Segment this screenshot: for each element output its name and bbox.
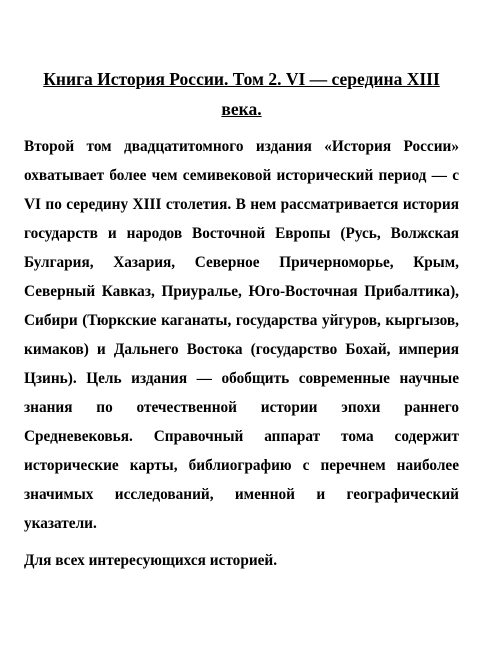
document-title: Книга История России. Том 2. VI — середина XIII века.: [43, 69, 440, 119]
description-paragraph: Второй том двадцатитомного издания «История России» охватывает более чем семивековой исторический период — с VI по середину XIII столетия. В нем рассматривается история государств и народов Восточной Европы (Русь, Волжская Булгария, Хазария, Северное Причерноморье, Крым, Северный Кавказ, Приуралье, Юго-Восточная Прибалтика), Сибири (Тюркские каганаты, государства уйгуров, кыргызов, кимаков) и Дальнего Востока (государство Бохай, империя Цзинь). Цель издания — обобщить современные научные знания по отечественной истории эпохи раннего Средневековья. Справочный аппарат тома содержит исторические карты, библиографию с перечнем наиболее значимых исследований, именной и географический указатели.: [24, 138, 459, 532]
document-page: [24, 64, 459, 583]
audience-paragraph: Для всех интересующихся историей.: [24, 552, 278, 569]
